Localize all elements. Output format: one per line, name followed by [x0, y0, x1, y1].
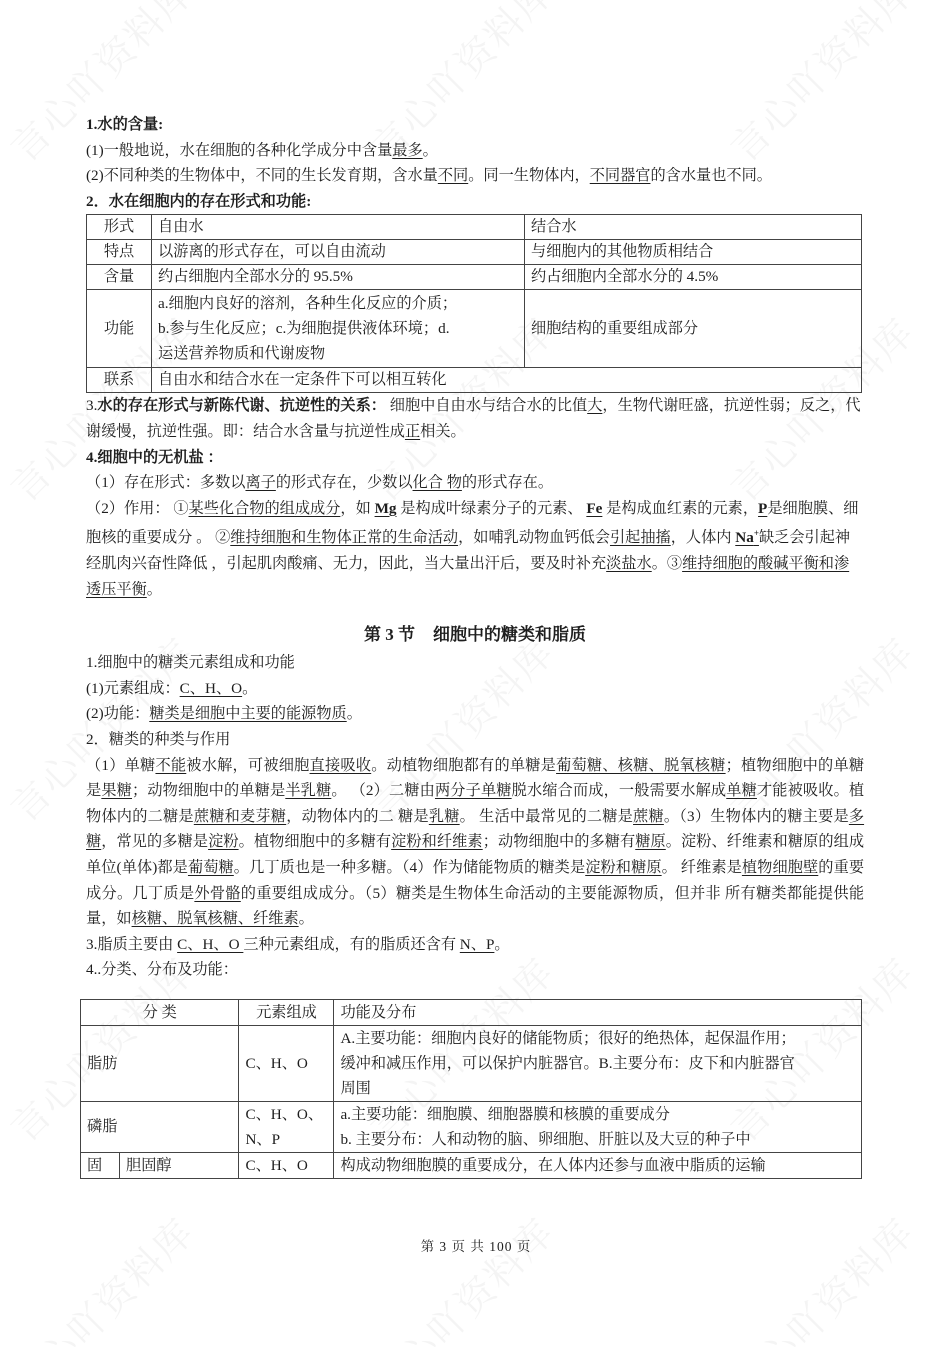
underlined-answer: N、P — [459, 935, 495, 953]
text: 被水解，可被细胞 — [186, 756, 310, 774]
underlined-answer: Mg — [374, 499, 397, 517]
section-number: 第 3 节 — [364, 625, 415, 645]
table-row — [81, 1101, 862, 1152]
paragraph-lipid-elements — [86, 932, 864, 958]
table-cell — [334, 1101, 862, 1152]
table-cell: 与细胞内的其他物质相结合 — [525, 240, 862, 265]
table-cell: 约占细胞内全部水分的 4.5% — [525, 265, 862, 290]
underlined-answer: 葡萄糖、核糖、脱氧核糖 — [556, 756, 726, 774]
text: 。 — [346, 705, 362, 723]
text: 。 （2）二糖由 — [331, 782, 435, 800]
text: 的形式存在，少数以 — [275, 474, 413, 492]
cell-line: C、H、O、 — [245, 1105, 324, 1123]
table-cell: 固 — [81, 1152, 120, 1178]
table-cell: 约占细胞内全部水分的 95.5% — [152, 265, 525, 290]
underlined-answer: 单糖 — [726, 782, 757, 800]
table-cell: 以游离的形式存在，可以自由流动 — [152, 240, 525, 265]
table-cell: 功能 — [87, 290, 152, 368]
paragraph-sugar-function — [86, 701, 864, 727]
text: 的重要成分。几丁质是 — [86, 858, 865, 902]
water-forms-table — [86, 214, 862, 393]
text: ；动物细胞中的单糖是 — [132, 782, 286, 800]
text: ，动物体内的二 糖是 — [286, 807, 429, 825]
text: ，人体内 — [670, 529, 736, 547]
page-footer: 第 3 页 共 100 页 — [420, 1239, 532, 1254]
paragraph-sugar-types — [86, 753, 864, 932]
underlined-answer: 外骨骼 — [194, 884, 241, 902]
table-cell: 分 类 — [81, 999, 239, 1025]
text: ；动物细胞中的多糖有 — [482, 833, 636, 851]
text: 三种元素组成，有的脂质还含有 — [243, 935, 460, 953]
text: 。动植物细胞都有的单糖是 — [371, 756, 557, 774]
underlined-answer: 糖类是细胞中主要的能源物质 — [149, 705, 347, 723]
table-row — [87, 290, 862, 368]
text: 是构成血红素的元素， — [602, 499, 759, 517]
table-cell: 磷脂 — [81, 1101, 239, 1152]
heading-inorganic-salts: 4.细胞中的无机盐 ： — [86, 448, 223, 466]
table-cell: 功能及分布 — [334, 999, 862, 1025]
cell-line: 运送营养物质和代谢废物 — [158, 345, 326, 363]
underlined-answer — [735, 529, 759, 546]
text: 细胞中自由水与结合水的比值 — [385, 397, 588, 415]
text: 。③ — [651, 555, 683, 572]
cell-line: N、P — [245, 1130, 281, 1148]
underlined-answer: C、H、O — [177, 935, 244, 953]
underlined-answer: 植物细胞壁 — [741, 858, 819, 876]
table-row — [81, 1025, 862, 1101]
table-cell: C、H、O — [239, 1152, 334, 1178]
table-cell: 含量 — [87, 265, 152, 290]
section-name: 细胞中的糖类和脂质 — [433, 625, 586, 645]
watermark — [356, 1203, 565, 1347]
paragraph-salt-form — [86, 470, 864, 496]
text: 。 — [146, 580, 162, 598]
text: 。 — [494, 935, 510, 953]
text: 。（3）生物体内的糖主要是 — [663, 807, 849, 825]
paragraph-water-metabolism — [86, 393, 864, 444]
table-cell: 形式 — [87, 215, 152, 240]
text: 。 生活中最常见的二糖是 — [459, 807, 634, 825]
table-cell: 结合水 — [525, 215, 862, 240]
paragraph-water-content-1 — [86, 138, 864, 164]
underlined-answer: 两分子单糖 — [434, 782, 512, 800]
underlined-answer: 半乳糖 — [285, 782, 332, 800]
underlined-answer: 淡盐水 — [606, 555, 652, 572]
text: 。 纤维素是 — [661, 858, 742, 876]
text: 。 — [242, 679, 258, 697]
heading-water-forms: 2．水在细胞内的存在形式和功能: — [86, 192, 312, 210]
paragraph-sugar-elements — [86, 676, 864, 702]
text: ，如哺乳动物血钙低会 — [458, 529, 610, 547]
text: ；植物细胞中的单糖是 — [86, 756, 865, 800]
underlined-answer: C、H、O — [179, 679, 243, 697]
underlined-answer: 维持细胞和生物体正常的生命活动 — [230, 529, 459, 547]
inline-heading: 水的存在形式与新陈代谢、抗逆性的关系： — [97, 397, 386, 415]
table-cell: 细胞结构的重要组成部分 — [525, 290, 862, 368]
heading-sugar-composition: 1.细胞中的糖类元素组成和功能 — [86, 654, 295, 672]
table-cell: 元素组成 — [239, 999, 334, 1025]
text: 的含水量也不同。 — [650, 167, 772, 185]
table-row — [87, 265, 862, 290]
cell-line: a.细胞内良好的溶剂，各种生化反应的介质； — [158, 295, 458, 313]
text: 脱水缩合而成，一般需要水解成 — [511, 782, 727, 800]
underlined-answer: 淀粉和糖原 — [585, 858, 662, 876]
section-title — [86, 620, 864, 650]
cell-line: b.参与生化反应；c.为细胞提供液体环境；d. — [158, 320, 450, 338]
text: 。 — [422, 141, 438, 159]
text: （2）作用： ① — [86, 499, 189, 517]
text: 。几丁质也是一种多糖。（4）作为储能物质的糖类是 — [233, 858, 586, 876]
underlined-answer: 多糖 — [86, 807, 865, 851]
text: 相关。 — [420, 422, 466, 440]
text: 缺乏会引起神经肌肉兴奋性降低 ，引起肌肉酸痛、无力，因此，当大量出汗后，要及时补充 — [86, 529, 851, 572]
table-cell: 联系 — [87, 368, 152, 393]
table-cell — [152, 290, 525, 368]
paragraph-salt-role — [86, 496, 864, 602]
underlined-answer: 大 — [587, 397, 603, 415]
cell-line: 缓冲和减压作用，可以保护内脏器官。B.主要分布：皮下和内脏器官 — [340, 1054, 795, 1072]
cell-line: b. 主要分布：人和动物的脑、卵细胞、肝脏以及大豆的种子中 — [340, 1130, 751, 1148]
underlined-answer: Fe — [586, 499, 603, 517]
table-cell — [334, 1025, 862, 1101]
table-cell — [239, 1101, 334, 1152]
underlined-answer: 果糖 — [101, 782, 133, 800]
watermark — [716, 1203, 925, 1347]
text: (2)功能： — [86, 705, 150, 723]
underlined-answer: 维持细胞的酸碱平衡和渗透压平衡 — [86, 555, 850, 598]
underlined-answer: 不能 — [155, 756, 187, 774]
underlined-answer: 直接吸收 — [309, 756, 372, 774]
table-row — [87, 368, 862, 393]
underlined-answer: 糖原 — [635, 833, 666, 851]
text: 才能被吸收。植物体内的二糖是 — [86, 782, 865, 825]
text: 的形式存在。 — [461, 474, 554, 492]
table-cell: 自由水和结合水在一定条件下可以相互转化 — [152, 368, 862, 393]
underlined-answer: 化合 物 — [412, 474, 462, 492]
underlined-answer: 核糖、脱氧核糖、纤维素 — [131, 910, 299, 928]
table-cell: 脂肪 — [81, 1025, 239, 1101]
text: Na — [735, 529, 754, 547]
text: 。同一生物体内， — [468, 167, 590, 185]
table-cell: 特点 — [87, 240, 152, 265]
text: 。植物细胞中的多糖有 — [238, 833, 392, 851]
text: ，常见的多糖是 — [101, 833, 209, 851]
table-header-row — [87, 215, 862, 240]
text: 3.脂质主要由 — [86, 935, 178, 953]
text: (1)元素组成： — [86, 679, 180, 697]
text: 是细胞膜、细胞核的重要成分 。 ② — [86, 499, 859, 547]
text: 的重要组成成分。（5）糖类是生物体生命活动的主要能源物质，但并非 所有糖类都能提供能量，如 — [86, 884, 865, 928]
text: ，如 — [340, 499, 375, 517]
text: 。 — [298, 910, 314, 928]
underlined-answer: 离子 — [245, 474, 276, 492]
underlined-answer: 淀粉和纤维素 — [391, 833, 483, 851]
heading-lipid-classification: 4..分类、分布及功能： — [86, 961, 238, 979]
underlined-answer: P — [758, 499, 768, 517]
cell-line: A.主要功能：细胞内良好的储能物质；很好的绝热体，起保温作用； — [340, 1029, 796, 1047]
underlined-answer: 最多 — [392, 141, 423, 159]
table-cell: 胆固醇 — [120, 1152, 239, 1178]
paragraph-water-content-2 — [86, 163, 864, 189]
heading-sugar-types: 2．糖类的种类与作用 — [86, 730, 231, 748]
text: （1）单糖 — [86, 756, 156, 774]
table-cell: 构成动物细胞膜的重要成分，在人体内还参与血液中脂质的运输 — [334, 1152, 862, 1178]
superscript: + — [753, 528, 759, 539]
text: ，生物代谢旺盛，抗逆性弱；反之，代谢缓慢，抗逆性强。即：结合水含量与抗逆性成 — [86, 397, 861, 440]
cell-line: 周围 — [340, 1079, 371, 1097]
table-header-row — [81, 999, 862, 1025]
text: 3. — [86, 397, 98, 415]
underlined-answer: 乳糖 — [428, 807, 460, 825]
text: 是构成叶绿素分子的元素、 — [396, 499, 587, 517]
text: (2)不同种类的生物体中，不同的生长发育期，含水量 — [86, 167, 438, 185]
table-row — [87, 240, 862, 265]
watermark — [0, 1203, 204, 1347]
cell-line: a.主要功能：细胞膜、细胞器膜和核膜的重要成分 — [340, 1105, 670, 1123]
lipid-table — [80, 999, 862, 1179]
text: (1)一般地说，水在细胞的各种化学成分中含量 — [86, 141, 393, 159]
document-page — [86, 112, 864, 1179]
table-cell: C、H、O — [239, 1025, 334, 1101]
table-cell: 自由水 — [152, 215, 525, 240]
underlined-answer: 淀粉 — [208, 833, 239, 851]
underlined-answer: 蔗糖和麦芽糖 — [193, 807, 287, 825]
underlined-answer: 不同器官 — [589, 167, 651, 185]
underlined-answer: 正 — [404, 422, 421, 440]
underlined-answer: 葡萄糖 — [187, 858, 234, 876]
underlined-answer: 某些化合物的组成成分 — [188, 499, 341, 517]
text: 。淀粉、纤维素和糖原的组成单位(单体)都是 — [86, 833, 865, 876]
text: （1）存在形式：多数以 — [86, 474, 246, 492]
table-row — [81, 1152, 862, 1178]
underlined-answer: 不同 — [437, 167, 469, 185]
underlined-answer: 蔗糖 — [633, 807, 664, 825]
heading-water-content: 1.水的含量: — [86, 116, 164, 133]
underlined-answer: 引起抽搐 — [609, 529, 671, 547]
